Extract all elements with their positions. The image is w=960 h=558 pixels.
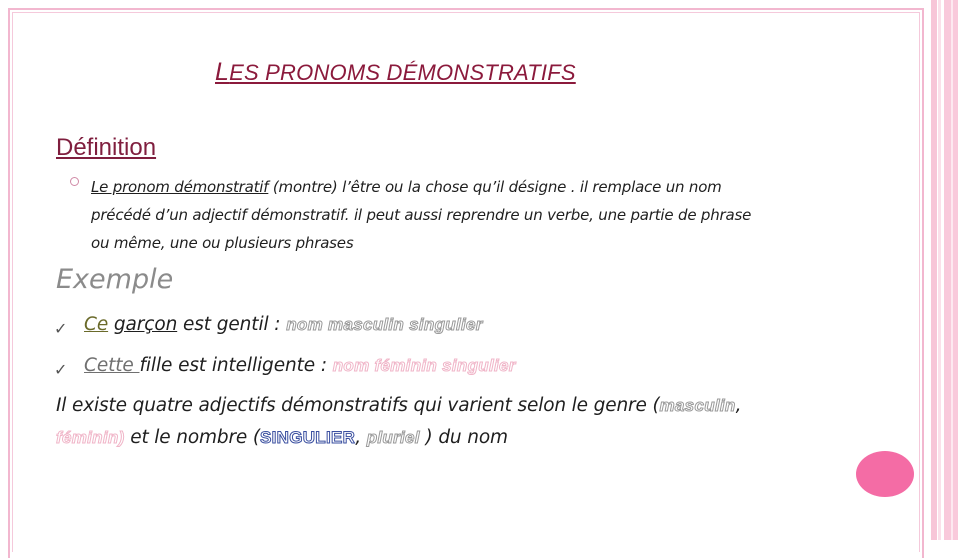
decorative-pink-circle [856, 451, 914, 497]
page-title: LES PRONOMS DÉMONSTRATIFS [215, 58, 576, 86]
checkmark-icon: ✓ [54, 360, 68, 379]
example-line-2: Cette fille est intelligente : nom féminin singulier [84, 355, 516, 376]
definition-heading: Définition [56, 134, 157, 161]
paragraph-line-2: féminin) et le nombre (SINGULIER, pluriel ) du nom [56, 427, 508, 448]
example-line-1: Ce garçon est gentil : nom masculin singulier [84, 314, 483, 335]
checkmark-icon: ✓ [54, 319, 68, 338]
right-stripe [931, 0, 937, 540]
paragraph-line-1: Il existe quatre adjectifs démonstratifs qui varient selon le genre (masculin, [56, 395, 742, 416]
tag-masculin-singulier: nom masculin singulier [286, 315, 483, 334]
definition-term: Le pronom démonstratif [91, 178, 269, 196]
right-stripe [938, 0, 941, 540]
right-stripe [951, 0, 953, 540]
definition-text: Le pronom démonstratif (montre) l’être ou la chose qu’il désigne . il remplace un nom précédé d’un adjectif démonstratif. il peut aussi reprendre un verbe, une partie de phrase ou même, une ou plusieurs phrases [91, 178, 752, 252]
bullet-ring-icon [70, 177, 79, 186]
example-heading: Exemple [56, 264, 174, 295]
tag-feminin-singulier: nom féminin singulier [332, 356, 516, 375]
